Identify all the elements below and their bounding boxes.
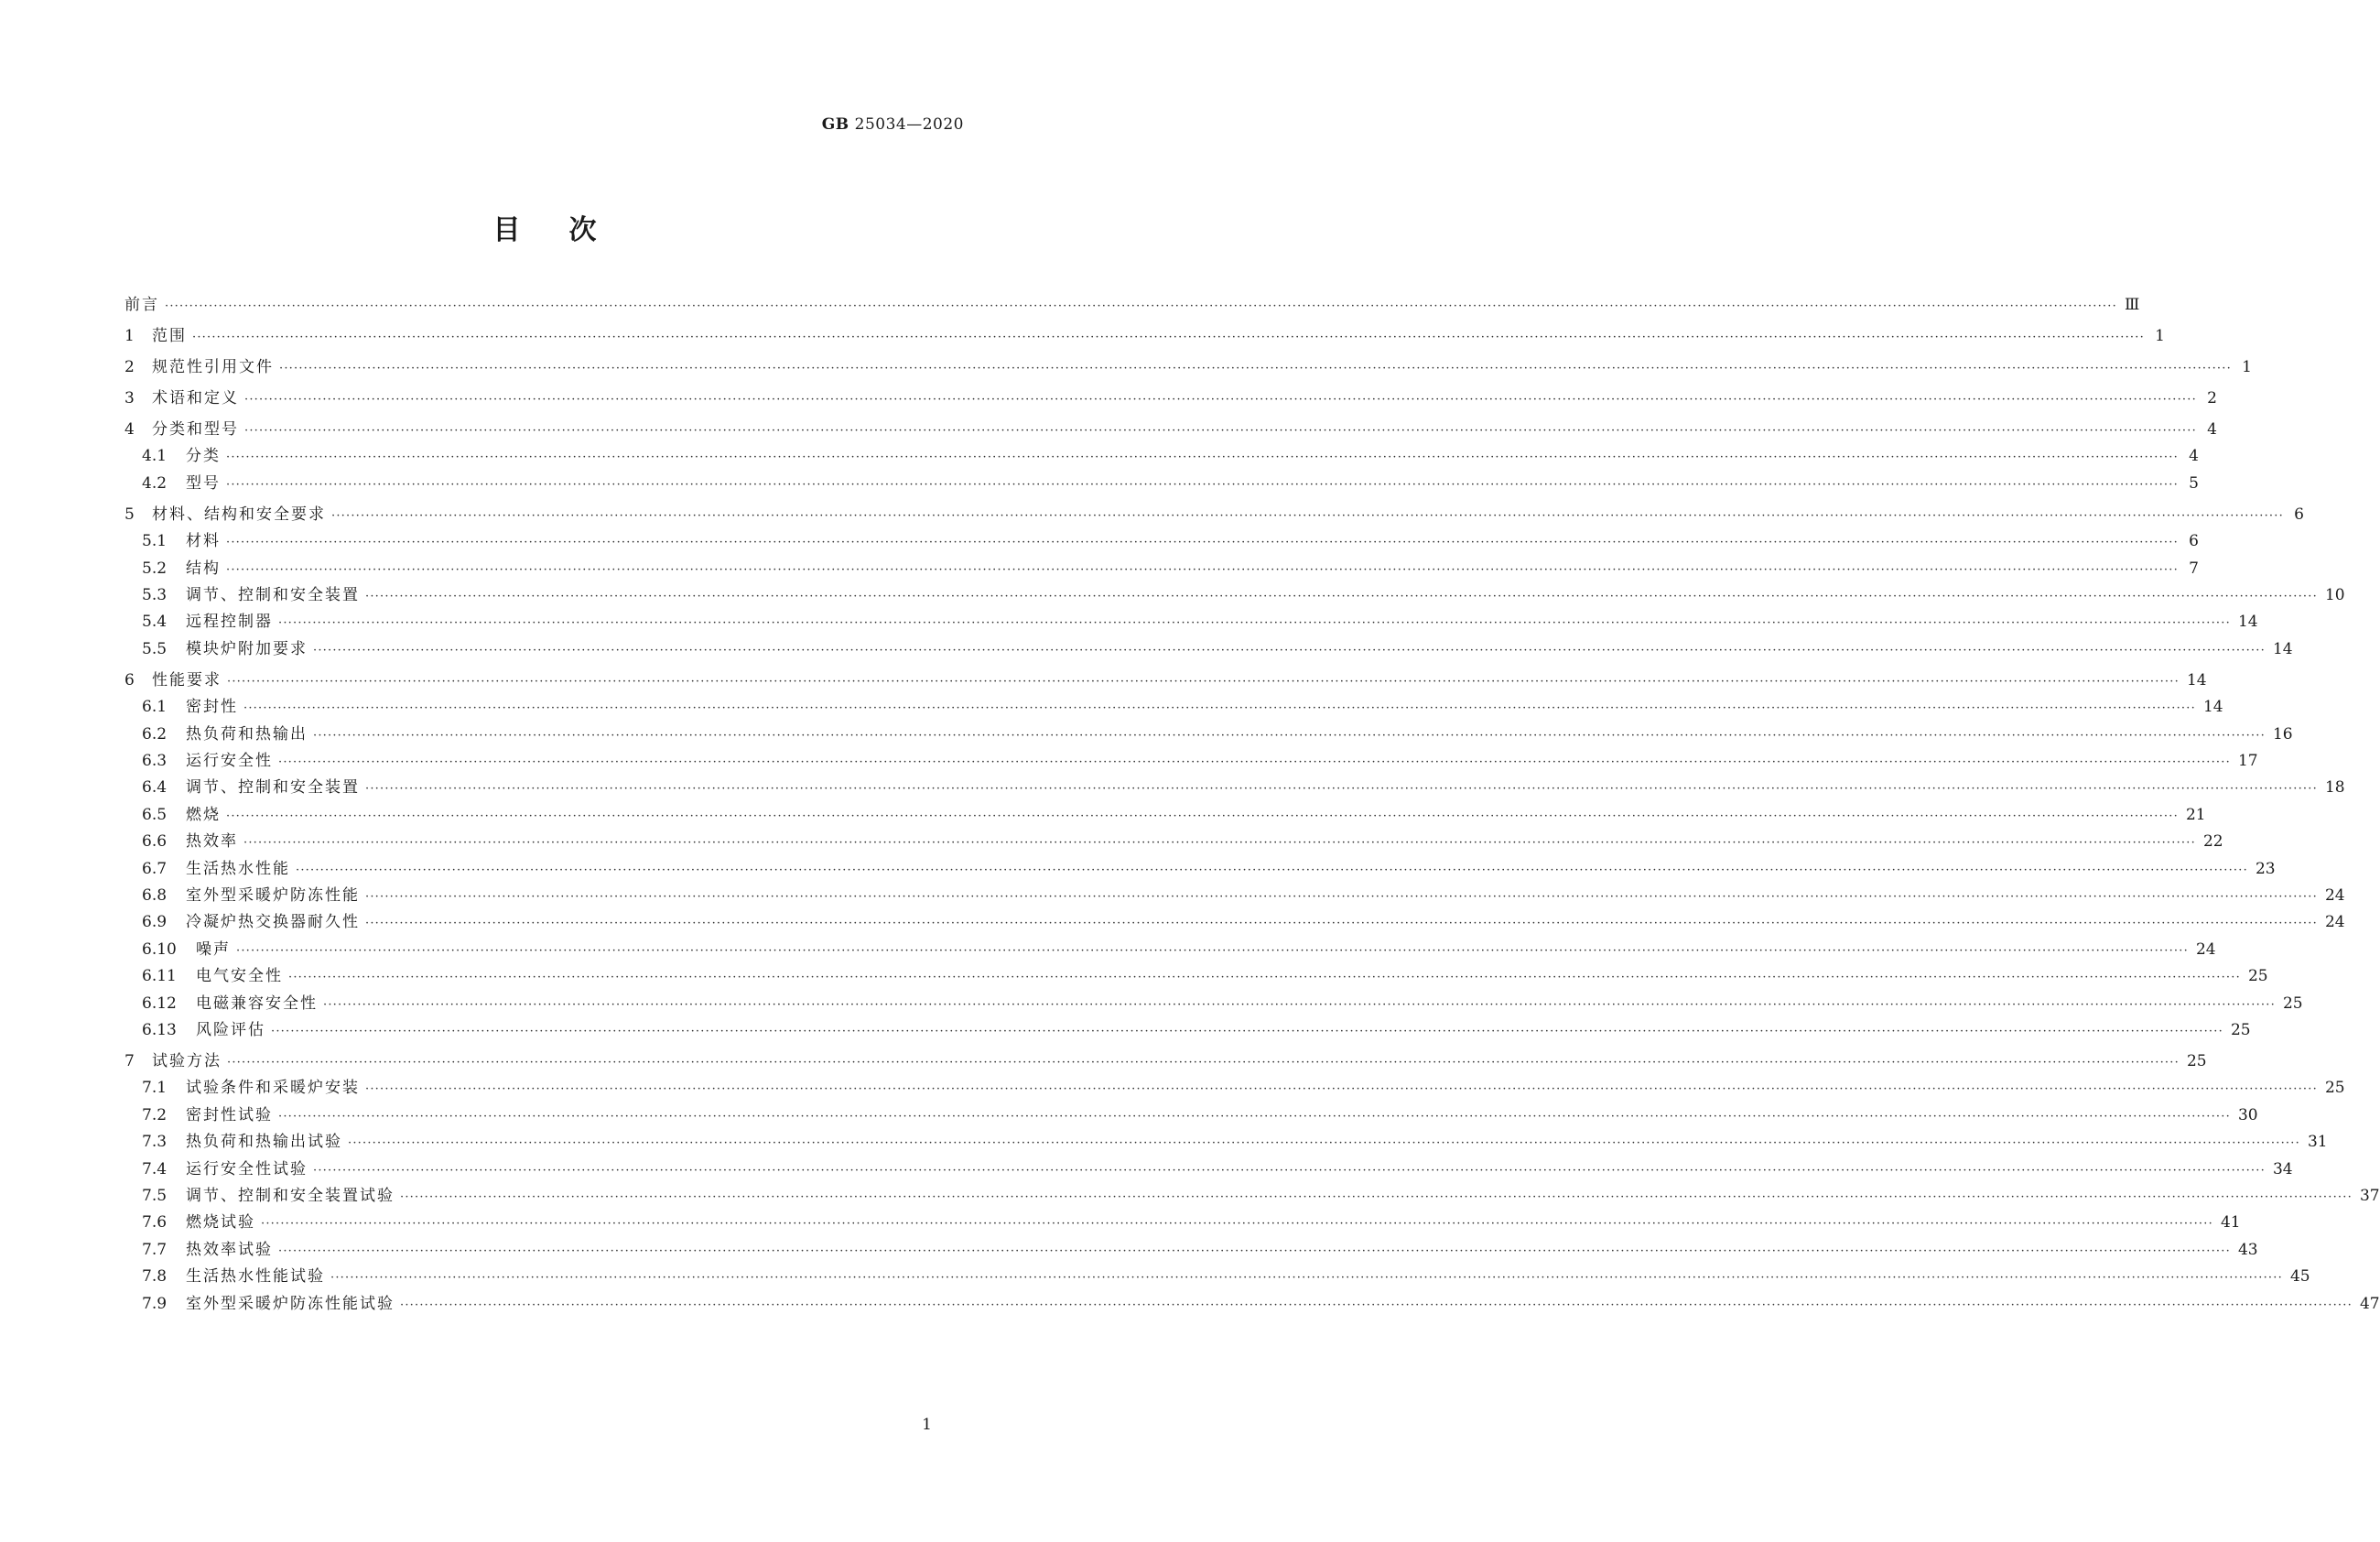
toc-entry[interactable] (124, 1018, 2251, 1042)
toc-entry[interactable] (124, 637, 2293, 661)
toc-entry-number: 3 (124, 389, 135, 407)
toc-leader-dots: ················································································································································································································································································································································································································ (288, 971, 2241, 985)
toc-entry-page: 6 (2294, 505, 2304, 524)
toc-leader-dots: ················································································································································································································································································································································································································ (365, 590, 2318, 603)
toc-leader-dots: ················································································································································································································································································································································································································ (278, 755, 2231, 769)
toc-heading-part1: 目 (492, 214, 522, 246)
toc-leader-dots: ················································································································································································································································································································································································································ (192, 331, 2145, 344)
toc-leader-dots: ················································································································································································································································································································································································································ (331, 508, 2284, 523)
toc-entry-number: 6.11 (142, 967, 177, 986)
toc-entry-number: 6.13 (142, 1021, 177, 1039)
toc-leader-dots: ················································································································································································································································································································································································································ (244, 393, 2197, 407)
toc-entry[interactable] (124, 1130, 2328, 1154)
toc-entry[interactable] (124, 938, 2216, 961)
toc-leader-dots: ················································································································································································································································································································································································································ (278, 1243, 2231, 1258)
toc-entry-page: 14 (2202, 698, 2223, 717)
toc-entry[interactable] (124, 293, 2140, 317)
toc-entry-title: 术语和定义 (152, 389, 239, 407)
toc-entry[interactable] (124, 1265, 2310, 1288)
toc-entry-page: 37 (2359, 1187, 2380, 1205)
toc-entry-number: 5.3 (142, 586, 168, 604)
toc-entry-title: 电气安全性 (196, 967, 283, 986)
toc-leader-dots: ················································································································································································································································································································································································································ (227, 1056, 2180, 1070)
toc-entry-title: 室外型采暖炉防冻性能试验 (186, 1294, 395, 1313)
toc-entry-number: 6.8 (142, 886, 168, 905)
toc-entry-page: 14 (2272, 639, 2293, 658)
toc-entry-number: 7 (124, 1052, 135, 1070)
toc-entry-page: 25 (2282, 994, 2303, 1013)
toc-leader-dots: ················································································································································································································································································································································································································ (365, 1082, 2318, 1097)
toc-leader-dots: ················································································································································································································································································································································································································ (400, 1190, 2353, 1204)
toc-entry[interactable] (124, 857, 2276, 881)
toc-entry-title: 噪声 (196, 939, 231, 959)
toc-entry[interactable] (124, 1211, 2241, 1234)
toc-entry-number: 6 (124, 670, 135, 690)
toc-entry-title: 风险评估 (196, 1021, 265, 1039)
toc-leader-dots: ················································································································································································································································································································································································································ (226, 809, 2179, 823)
toc-entry[interactable] (124, 884, 2345, 907)
toc-leader-dots: ················································································································································································································································································································································································································ (296, 863, 2248, 877)
toc-entry-title: 生活热水性能 (186, 859, 290, 878)
toc-entry-title: 调节、控制和安全装置 (186, 586, 360, 604)
toc-leader-dots: ················································································································································································································································································································································································································ (323, 997, 2276, 1012)
toc-entry-number: 5.5 (142, 639, 168, 658)
toc-leader-dots: ················································································································································································································································································································································································································ (278, 616, 2231, 631)
toc-leader-dots: ················································································································································································································································································································································································································ (330, 1271, 2283, 1286)
toc-entry-page: 14 (2237, 613, 2258, 632)
toc-entry-number: 7.4 (142, 1159, 168, 1178)
toc-entry[interactable] (124, 668, 2207, 692)
toc-entry-title: 热效率试验 (186, 1240, 273, 1259)
toc-entry-page: 18 (2324, 778, 2345, 798)
toc-entry-number: 6.6 (142, 832, 168, 852)
toc-entry-number: 7.9 (142, 1294, 168, 1313)
toc-entry-number: 7.8 (142, 1267, 168, 1287)
toc-entry-title: 燃烧 (186, 805, 221, 824)
toc-entry-number: 4 (124, 420, 135, 439)
toc-entry-title: 燃烧试验 (186, 1213, 255, 1233)
toc-leader-dots: ················································································································································································································································································································································································································ (313, 643, 2266, 657)
toc-leader-dots: ················································································································································································································································································································································································································ (244, 424, 2197, 438)
toc-leader-dots: ················································································································································································································································································································································································································ (165, 299, 2117, 313)
toc-entry-title: 生活热水性能试验 (186, 1267, 325, 1287)
toc-entry[interactable] (124, 776, 2345, 799)
toc-entry-number: 4.2 (142, 473, 168, 493)
toc-entry-number: 7.2 (142, 1105, 168, 1124)
toc-entry-title: 试验方法 (152, 1052, 222, 1070)
toc-leader-dots: ················································································································································································································································································································································································································ (243, 836, 2196, 851)
toc-entry-page: 21 (2185, 805, 2206, 824)
toc-entry-title: 调节、控制和安全装置 (186, 778, 360, 798)
toc-entry[interactable] (124, 583, 2345, 607)
toc-entry-page: 34 (2272, 1159, 2293, 1178)
toc-entry-title: 规范性引用文件 (152, 358, 274, 376)
toc-entry-number: 7.1 (142, 1079, 168, 1098)
toc-entry-title: 前言 (124, 296, 159, 314)
toc-entry[interactable] (124, 1238, 2258, 1262)
toc-entry-title: 材料 (186, 532, 221, 551)
toc-entry[interactable] (124, 695, 2223, 719)
toc-entry-page: Ⅲ (2124, 296, 2140, 314)
toc-entry[interactable] (124, 529, 2199, 553)
toc-entry[interactable] (124, 1103, 2258, 1127)
toc-entry-page: 25 (2230, 1021, 2251, 1039)
toc-entry[interactable] (124, 355, 2252, 379)
toc-leader-dots: ················································································································································································································································································································································································································ (365, 917, 2318, 931)
toc-entry-number: 6.3 (142, 752, 168, 770)
toc-entry-title: 运行安全性试验 (186, 1159, 308, 1178)
toc-entry-page: 45 (2289, 1267, 2310, 1287)
toc-entry-title: 密封性 (186, 698, 238, 717)
toc-entry[interactable] (124, 992, 2303, 1015)
toc-entry-page: 30 (2237, 1105, 2258, 1124)
standard-prefix: GB (821, 115, 849, 134)
toc-entry-title: 电磁兼容安全性 (196, 994, 318, 1013)
toc-entry-number: 6.5 (142, 805, 168, 824)
toc-entry-number: 6.12 (142, 994, 177, 1013)
toc-leader-dots: ················································································································································································································································································································································································································ (271, 1025, 2223, 1038)
toc-leader-dots: ················································································································································································································································································································································································································ (348, 1136, 2300, 1151)
toc-entry[interactable] (124, 803, 2206, 827)
toc-entry-title: 型号 (186, 473, 221, 493)
toc-leader-dots: ················································································································································································································································································································································································································ (400, 1298, 2353, 1312)
toc-entry-page: 14 (2186, 670, 2207, 690)
toc-entry-number: 6.9 (142, 913, 168, 932)
toc-entry-number: 1 (124, 327, 135, 345)
toc-entry-page: 47 (2359, 1294, 2380, 1313)
toc-entry-title: 试验条件和采暖炉安装 (186, 1079, 360, 1098)
toc-entry[interactable] (124, 1184, 2380, 1208)
toc-entry-number: 6.2 (142, 724, 168, 744)
toc-entry-number: 4.1 (142, 447, 168, 466)
toc-entry[interactable] (124, 503, 2304, 527)
toc-entry-number: 5.2 (142, 559, 168, 578)
toc-entry-page: 7 (2189, 559, 2199, 578)
toc-entry[interactable] (124, 910, 2345, 934)
toc-entry-page: 24 (2324, 913, 2345, 932)
toc-entry-page: 17 (2237, 752, 2258, 770)
toc-heading (0, 207, 1090, 247)
toc-leader-dots: ················································································································································································································································································································································································································ (279, 362, 2232, 375)
toc-leader-dots: ················································································································································································································································································································································································································ (227, 674, 2180, 689)
toc-entry-page: 31 (2307, 1133, 2328, 1152)
page-number: 1 (922, 1416, 932, 1434)
toc-entry-page: 22 (2202, 832, 2223, 852)
toc-entry-page: 25 (2186, 1052, 2207, 1070)
toc-leader-dots: ················································································································································································································································································································································································································ (226, 536, 2179, 550)
toc-entry-page: 41 (2220, 1213, 2241, 1233)
toc-entry-number: 5 (124, 505, 135, 524)
toc-entry-title: 热负荷和热输出试验 (186, 1133, 342, 1152)
toc-entry[interactable] (124, 749, 2258, 773)
toc-leader-dots: ················································································································································································································································································································································································································ (313, 1163, 2266, 1178)
toc-leader-dots: ················································································································································································································································································································································································································ (226, 451, 2179, 465)
toc-entry-page: 25 (2247, 967, 2268, 986)
toc-entry-page: 4 (2207, 420, 2217, 439)
toc-entry-title: 结构 (186, 559, 221, 578)
toc-entry-number: 5.1 (142, 532, 168, 551)
toc-entry-title: 热负荷和热输出 (186, 724, 308, 744)
toc-entry-number: 7.6 (142, 1213, 168, 1233)
standard-number: 25034—2020 (854, 115, 964, 134)
toc-entry-number: 5.4 (142, 613, 168, 632)
toc-entry[interactable] (124, 324, 2165, 348)
toc-entry-page: 24 (2324, 886, 2345, 905)
toc-entry-page: 6 (2189, 532, 2199, 551)
toc-leader-dots: ················································································································································································································································································································································································································ (243, 701, 2196, 716)
toc-entry-number: 7.7 (142, 1240, 168, 1259)
toc-entry[interactable] (124, 386, 2217, 410)
toc-entry[interactable] (124, 1157, 2293, 1181)
toc-entry-page: 1 (2155, 327, 2165, 345)
toc-entry-title: 分类和型号 (152, 420, 239, 439)
toc-entry-number: 6.4 (142, 778, 168, 798)
toc-entry[interactable] (124, 472, 2199, 495)
toc-entry[interactable] (124, 1076, 2345, 1100)
toc-entry[interactable] (124, 722, 2293, 746)
toc-entry-page: 2 (2207, 389, 2217, 407)
toc-entry-title: 远程控制器 (186, 613, 273, 632)
toc-leader-dots: ················································································································································································································································································································································································································ (278, 1109, 2231, 1124)
toc-entry-title: 密封性试验 (186, 1105, 273, 1124)
toc-entry-number: 6.7 (142, 859, 168, 878)
toc-entry-title: 范围 (152, 327, 187, 345)
toc-leader-dots: ················································································································································································································································································································································································································ (313, 728, 2266, 743)
toc-entry-number: 6.10 (142, 939, 177, 959)
toc-entry-page: 4 (2189, 447, 2199, 466)
toc-entry-number: 2 (124, 358, 135, 376)
toc-entry-number: 6.1 (142, 698, 168, 717)
toc-entry-title: 热效率 (186, 832, 238, 852)
toc-entry-number: 7.3 (142, 1133, 168, 1152)
toc-entry-title: 冷凝炉热交换器耐久性 (186, 913, 360, 932)
toc-entry-title: 调节、控制和安全装置试验 (186, 1187, 395, 1205)
toc-entry-title: 材料、结构和安全要求 (152, 505, 326, 524)
toc-leader-dots: ················································································································································································································································································································································································································ (236, 943, 2189, 958)
toc-entry-title: 分类 (186, 447, 221, 466)
toc-entry-title: 室外型采暖炉防冻性能 (186, 886, 360, 905)
toc-entry-title: 运行安全性 (186, 752, 273, 770)
toc-entry-number: 7.5 (142, 1187, 168, 1205)
toc-leader-dots: ················································································································································································································································································································································································································ (261, 1217, 2213, 1232)
toc-entry[interactable] (124, 964, 2268, 988)
toc-entry-title: 模块炉附加要求 (186, 639, 308, 658)
toc-entry[interactable] (124, 610, 2258, 634)
standard-code (822, 115, 964, 134)
toc-entry[interactable] (124, 1049, 2207, 1073)
toc-entry-page: 43 (2237, 1240, 2258, 1259)
toc-entry-page: 16 (2272, 724, 2293, 744)
toc-entry-page: 10 (2324, 586, 2345, 604)
toc-leader-dots: ················································································································································································································································································································································································································ (365, 782, 2318, 797)
toc-entry-page: 5 (2189, 473, 2199, 493)
toc-entry[interactable] (124, 444, 2199, 468)
toc-heading-part2: 次 (568, 214, 598, 246)
toc-entry-title: 性能要求 (152, 670, 222, 690)
toc-entry[interactable] (124, 830, 2223, 853)
toc-entry-page: 1 (2242, 358, 2252, 376)
toc-entry[interactable] (124, 418, 2217, 441)
toc-leader-dots: ················································································································································································································································································································································································································ (365, 890, 2318, 904)
toc-leader-dots: ················································································································································································································································································································································································································ (226, 477, 2179, 492)
toc-entry-page: 23 (2255, 859, 2276, 878)
toc-entry-page: 25 (2324, 1079, 2345, 1098)
toc-entry[interactable] (124, 557, 2199, 581)
toc-entry-page: 24 (2195, 939, 2216, 959)
toc-entry[interactable] (124, 1292, 2380, 1316)
toc-leader-dots: ················································································································································································································································································································································································································ (226, 562, 2179, 577)
